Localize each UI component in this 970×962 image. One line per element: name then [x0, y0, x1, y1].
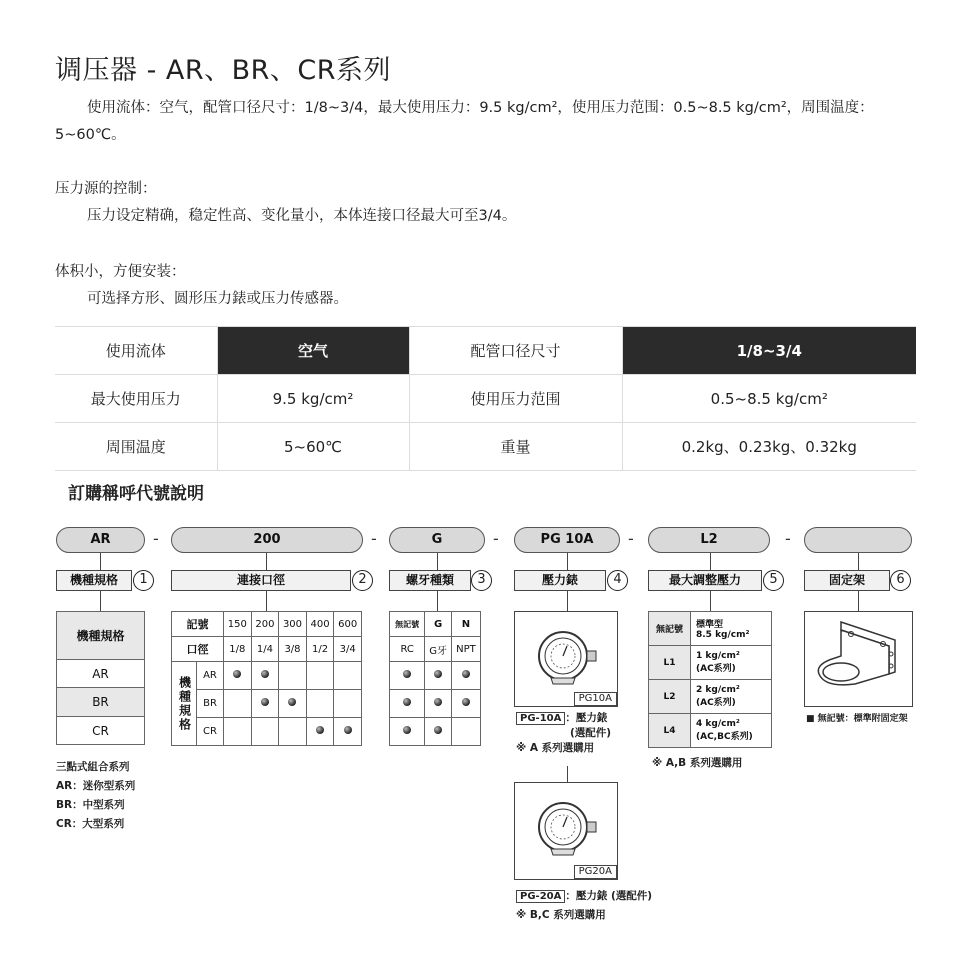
gauge-code: PG-10A: [516, 712, 565, 725]
category-bracket: 固定架: [804, 570, 890, 591]
port-dia: 3/4: [334, 637, 362, 662]
dash: -: [785, 529, 791, 548]
spec-value: 0.2kg、0.23kg、0.32kg: [622, 423, 916, 471]
spec-row: [55, 327, 916, 375]
connector-line: [100, 591, 101, 611]
section-body: 压力设定精确，稳定性高、变化量小，本体连接口径最大可至3/4。: [87, 208, 517, 224]
spec-value: 5~60℃: [217, 423, 409, 471]
model-note: AR：迷你型系列: [56, 780, 136, 792]
spec-value: 空气: [217, 327, 409, 375]
dash: -: [628, 529, 634, 548]
port-mark: [334, 690, 362, 718]
port-mark: [334, 662, 362, 690]
connector-line: [710, 591, 711, 611]
port-mark: [251, 690, 279, 718]
port-dia-label: 口徑: [172, 637, 224, 662]
bracket-note: ■ 無記號：標準附固定架: [806, 714, 908, 724]
thread-mark: [425, 662, 452, 690]
model-table: [56, 611, 145, 745]
thread-mark: [425, 718, 452, 746]
code-pill-bracket: [804, 527, 912, 553]
port-dia: 3/8: [279, 637, 307, 662]
model-notes: [56, 758, 135, 834]
gauge-image-pg10a: [514, 611, 618, 707]
category-thread: 螺牙種類: [389, 570, 471, 591]
thread-mark: [451, 662, 480, 690]
pressure-table: [648, 611, 772, 748]
spec-value: 0.5~8.5 kg/cm²: [622, 375, 916, 423]
availability-dot: [403, 670, 411, 678]
port-mark: [279, 690, 307, 718]
pressure-sub: (AC系列): [696, 664, 736, 674]
port-code-label: 記號: [172, 612, 224, 637]
gauge-tag: PG20A: [574, 865, 617, 879]
dash: -: [153, 529, 159, 548]
page-title: 调压器 - AR、BR、CR系列: [55, 55, 392, 86]
availability-dot: [434, 670, 442, 678]
thread-code: G: [425, 612, 452, 637]
gauge-image-pg20a: [514, 782, 618, 880]
category-number: 5: [763, 570, 784, 591]
code-pill-thread: G: [389, 527, 485, 553]
spec-label: 重量: [409, 423, 622, 471]
connector-line: [266, 591, 267, 611]
port-mark: [224, 718, 252, 746]
port-mark: [306, 718, 334, 746]
section-compact: [55, 259, 348, 313]
spec-value: 1/8~3/4: [622, 327, 916, 375]
thread-mark: [451, 690, 480, 718]
pressure-sub: (AC系列): [696, 698, 736, 708]
spec-value: 9.5 kg/cm²: [217, 375, 409, 423]
pressure-value: 2 kg/cm²: [696, 685, 740, 695]
thread-type: G牙: [425, 637, 452, 662]
connector-line: [567, 591, 568, 611]
thread-mark: [425, 690, 452, 718]
port-model: CR: [197, 718, 224, 746]
pressure-sub: (AC,BC系列): [696, 732, 753, 742]
code-pill-gauge: PG 10A: [514, 527, 620, 553]
gauge-desc: ：壓力錶 (選配件): [565, 890, 653, 902]
section-pressure-control: [55, 176, 516, 230]
availability-dot: [403, 726, 411, 734]
model-table-header: 機種規格: [57, 612, 145, 660]
availability-dot: [316, 726, 324, 734]
availability-dot: [261, 670, 269, 678]
availability-dot: [261, 698, 269, 706]
port-code: 300: [279, 612, 307, 637]
thread-type: RC: [390, 637, 425, 662]
pressure-code: L4: [649, 714, 691, 748]
spec-row: [55, 423, 916, 471]
category-port: 連接口徑: [171, 570, 351, 591]
section-heading: 体积小，方便安装：: [55, 264, 186, 280]
port-model: BR: [197, 690, 224, 718]
thread-table: [389, 611, 481, 746]
pressure-value: 4 kg/cm²: [696, 719, 740, 729]
port-mark: [334, 718, 362, 746]
thread-mark: [390, 690, 425, 718]
thread-mark: [451, 718, 480, 746]
gauge-note-pg20a: [516, 887, 652, 924]
connector-line: [100, 553, 101, 570]
pressure-code: L2: [649, 680, 691, 714]
port-mark: [279, 662, 307, 690]
port-mark: [224, 690, 252, 718]
model-cell: AR: [57, 660, 145, 688]
port-mark: [251, 718, 279, 746]
spec-label: 使用流体: [55, 327, 217, 375]
bracket-image: [804, 611, 913, 707]
category-number: 1: [133, 570, 154, 591]
port-side-label: 機種規格: [172, 662, 197, 746]
gauge-note-pg10a: [516, 711, 611, 756]
intro-paragraph: [55, 95, 874, 149]
port-mark: [279, 718, 307, 746]
spec-label: 最大使用压力: [55, 375, 217, 423]
port-code: 400: [306, 612, 334, 637]
port-code: 600: [334, 612, 362, 637]
connector-line: [567, 553, 568, 570]
thread-code: 無記號: [390, 612, 425, 637]
port-mark: [306, 662, 334, 690]
availability-dot: [403, 698, 411, 706]
connector-line: [710, 553, 711, 570]
pressure-value: 1 kg/cm²: [696, 651, 740, 661]
gauge-opt: (選配件): [570, 727, 612, 739]
category-number: 2: [352, 570, 373, 591]
category-number: 4: [607, 570, 628, 591]
spec-label: 使用压力范围: [409, 375, 622, 423]
dash: -: [493, 529, 499, 548]
model-cell: CR: [57, 717, 145, 745]
pressure-note: ※ A,B 系列選購用: [652, 757, 743, 769]
connector-line: [567, 766, 568, 782]
gauge-series-note: ※ A 系列選購用: [516, 742, 595, 754]
section-body: 可选择方形、圆形压力錶或压力传感器。: [87, 291, 348, 307]
gauge-series-note: ※ B,C 系列選購用: [516, 909, 606, 921]
model-note: BR：中型系列: [56, 799, 125, 811]
port-model: AR: [197, 662, 224, 690]
connector-line: [858, 553, 859, 570]
port-table: [171, 611, 362, 746]
thread-mark: [390, 662, 425, 690]
gauge-desc: ：壓力錶: [565, 712, 608, 724]
spec-label: 配管口径尺寸: [409, 327, 622, 375]
availability-dot: [344, 726, 352, 734]
section-heading: 压力源的控制：: [55, 181, 157, 197]
connector-line: [437, 553, 438, 570]
gauge-code: PG-20A: [516, 890, 565, 903]
model-note: 三點式組合系列: [56, 761, 130, 773]
spec-row: [55, 375, 916, 423]
category-model: 機種規格: [56, 570, 132, 591]
connector-line: [858, 591, 859, 611]
pressure-code: L1: [649, 646, 691, 680]
connector-line: [437, 591, 438, 611]
port-mark: [306, 690, 334, 718]
pressure-sub: 8.5 kg/cm²: [696, 630, 750, 640]
availability-dot: [233, 670, 241, 678]
availability-dot: [462, 698, 470, 706]
code-pill-model: AR: [56, 527, 145, 553]
spec-label: 周围温度: [55, 423, 217, 471]
port-dia: 1/2: [306, 637, 334, 662]
pressure-code: 無記號: [649, 612, 691, 646]
category-number: 3: [471, 570, 492, 591]
category-pressure: 最大調整壓力: [648, 570, 762, 591]
code-pill-port: 200: [171, 527, 363, 553]
thread-code: N: [451, 612, 480, 637]
category-number: 6: [890, 570, 911, 591]
connector-line: [266, 553, 267, 570]
availability-dot: [434, 726, 442, 734]
dash: -: [371, 529, 377, 548]
port-code: 150: [224, 612, 252, 637]
availability-dot: [462, 670, 470, 678]
thread-type: NPT: [451, 637, 480, 662]
availability-dot: [434, 698, 442, 706]
mounting-bracket-icon: [805, 612, 914, 708]
category-gauge: 壓力錶: [514, 570, 606, 591]
port-code: 200: [251, 612, 279, 637]
thread-mark: [390, 718, 425, 746]
port-dia: 1/8: [224, 637, 252, 662]
port-mark: [251, 662, 279, 690]
intro-line-2: 5~60℃。: [55, 127, 126, 143]
port-mark: [224, 662, 252, 690]
model-cell: BR: [57, 688, 145, 717]
intro-line-1: 使用流体：空气，配管口径尺寸：1/8~3/4，最大使用压力：9.5 kg/cm²，使用压力范围：0.5~8.5 kg/cm²，周围温度：: [87, 100, 874, 116]
pressure-value: 標準型: [696, 620, 724, 630]
model-note: CR：大型系列: [56, 818, 125, 830]
availability-dot: [288, 698, 296, 706]
spec-table: [55, 326, 916, 471]
code-pill-pressure: L2: [648, 527, 770, 553]
gauge-tag: PG10A: [574, 692, 617, 706]
port-dia: 1/4: [251, 637, 279, 662]
ordering-code-title: 訂購稱呼代號說明: [68, 484, 204, 504]
